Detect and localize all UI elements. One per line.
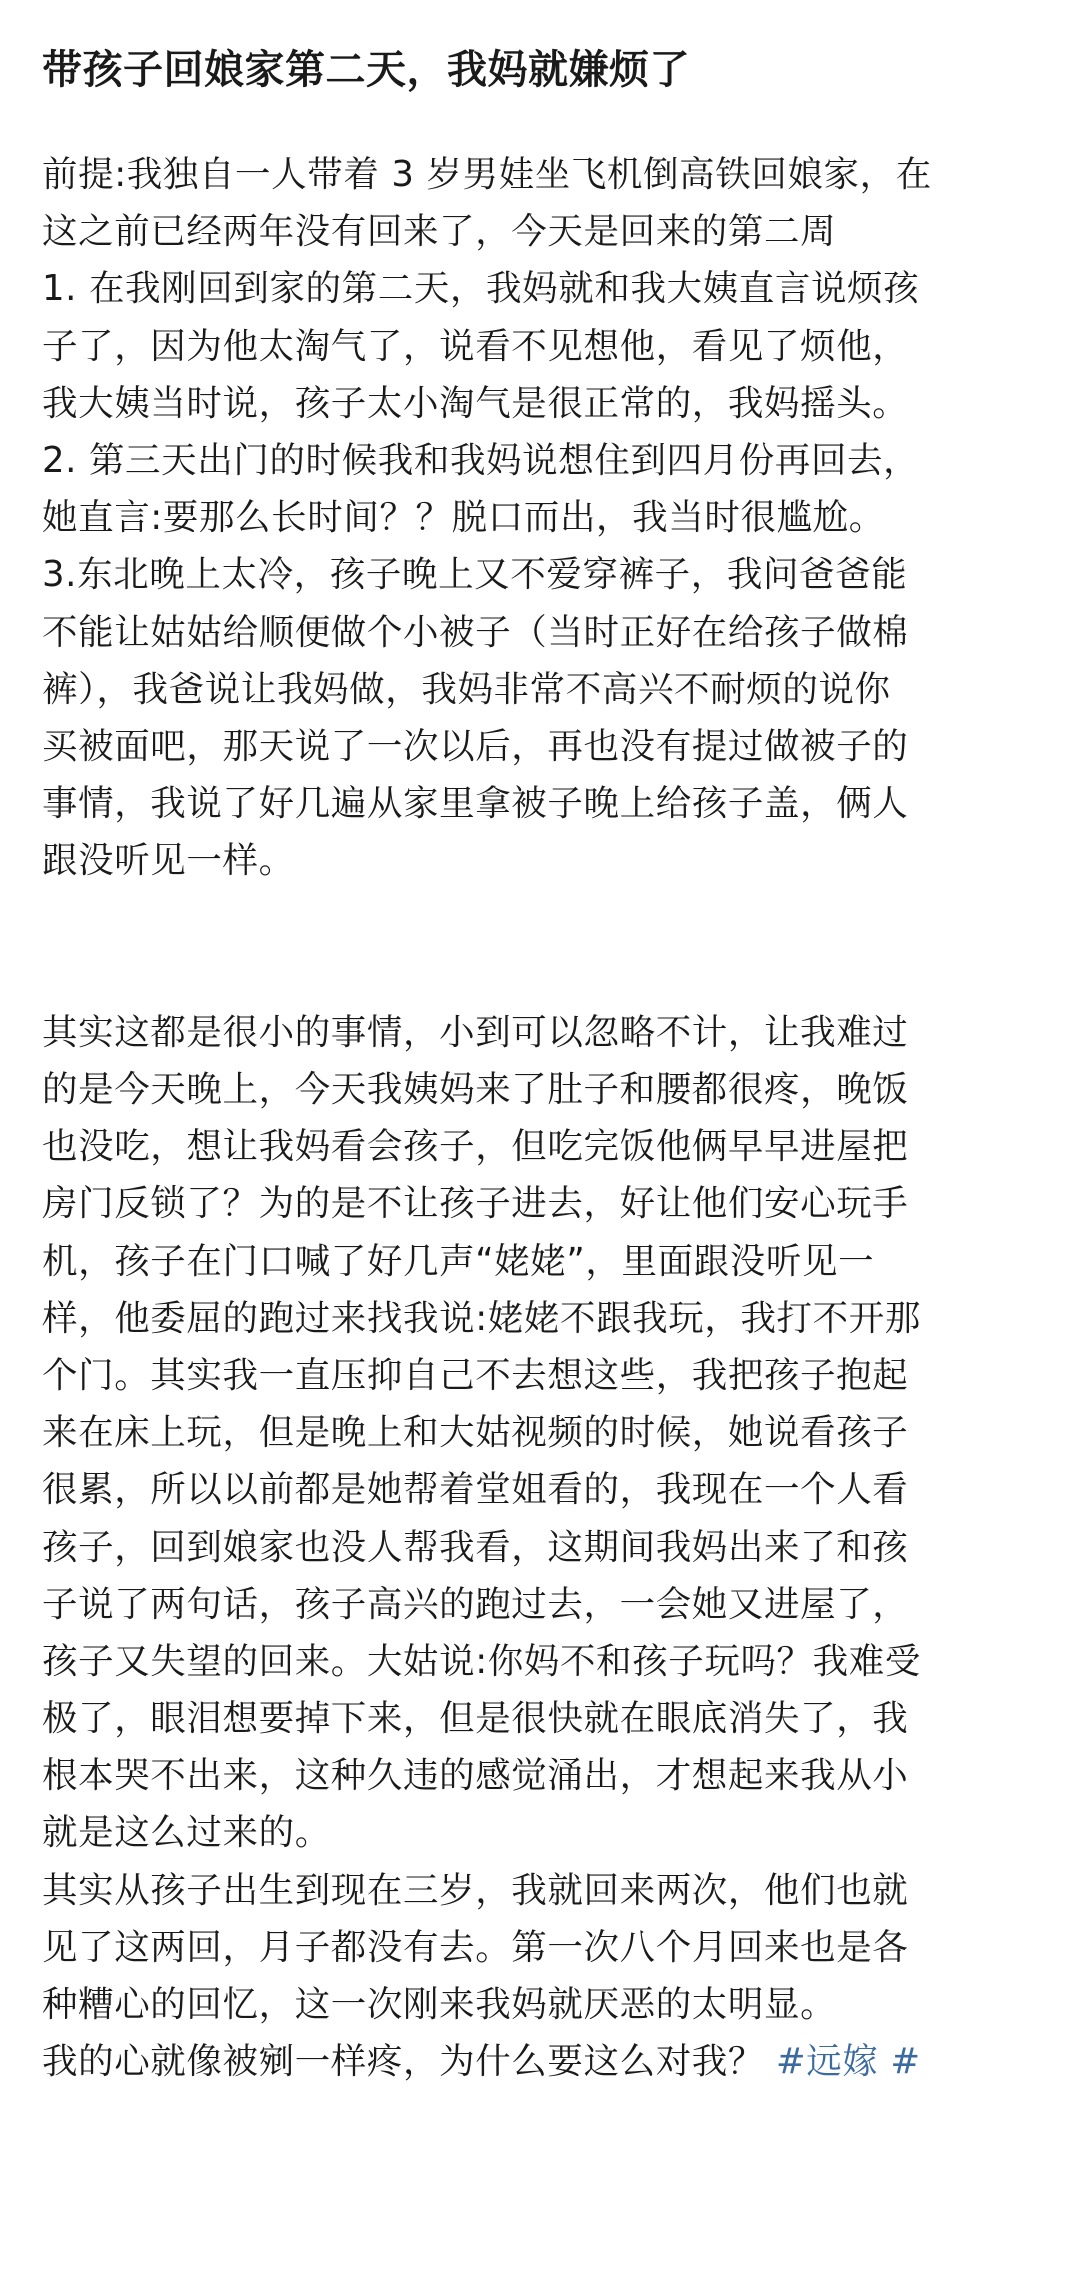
text-line: 子了，因为他太淘气了，说看不见想他，看见了烦他， <box>42 325 909 367</box>
text-line: 根本哭不出来，这种久违的感觉涌出，才想起来我从小 <box>42 1755 909 1797</box>
text-line: 前提:我独自一人带着 3 岁男娃坐飞机倒高铁回娘家，在 <box>42 154 932 195</box>
text-line: 1. 在我刚回到家的第二天，我妈就和我大姨直言说烦孩 <box>42 268 920 310</box>
hashtag-link[interactable]: #远嫁 <box>775 2041 879 2083</box>
text-line: 买被面吧，那天说了一次以后，再也没有提过做被子的 <box>42 725 909 767</box>
text-line: 来在床上玩，但是晚上和大姑视频的时候，她说看孩子 <box>42 1412 909 1454</box>
text-line: 见了这两回，月子都没有去。第一次八个月回来也是各 <box>42 1926 909 1968</box>
text-line: 裤），我爸说让我妈做，我妈非常不高兴不耐烦的说你 <box>42 668 891 710</box>
text-line: 事情，我说了好几遍从家里拿被子晚上给孩子盖，俩人 <box>42 783 909 825</box>
text-line: 个门。其实我一直压抑自己不去想这些，我把孩子抱起 <box>42 1354 909 1396</box>
text-line: 3.东北晚上太冷，孩子晚上又不爱穿裤子，我问爸爸能 <box>42 554 908 596</box>
text-line: 就是这么过来的。 <box>42 1812 331 1854</box>
text-line: 其实从孩子出生到现在三岁，我就回来两次，他们也就 <box>42 1869 909 1911</box>
text-line: 很累，所以以前都是她帮着堂姐看的，我现在一个人看 <box>42 1469 909 1511</box>
text-line: 种糟心的回忆，这一次刚来我妈就厌恶的太明显。 <box>42 1984 837 2026</box>
text-line: 子说了两句话，孩子高兴的跑过去，一会她又进屋了， <box>42 1583 909 1625</box>
text-line: 房门反锁了？为的是不让孩子进去，好让他们安心玩手 <box>42 1183 909 1225</box>
text-line: 极了，眼泪想要掉下来，但是很快就在眼底消失了，我 <box>42 1698 909 1740</box>
text-line: 其实这都是很小的事情，小到可以忽略不计，让我难过 <box>42 1011 909 1053</box>
text-line: 孩子，回到娘家也没人帮我看，这期间我妈出来了和孩 <box>42 1526 909 1568</box>
text-line: 我大姨当时说，孩子太小淘气是很正常的，我妈摇头。 <box>42 382 909 424</box>
text-line: 孩子又失望的回来。大姑说:你妈不和孩子玩吗？我难受 <box>42 1640 921 1682</box>
text-line: 她直言:要那么长时间？？脱口而出，我当时很尴尬。 <box>42 497 885 539</box>
text-line: 跟没听见一样。 <box>42 840 295 882</box>
paragraph-1 <box>42 146 1038 889</box>
text-line: 不能让姑姑给顺便做个小被子（当时正好在给孩子做棉 <box>42 611 909 653</box>
hashtag-link[interactable]: # <box>890 2041 921 2083</box>
text-line: 2. 第三天出门的时候我和我妈说想住到四月份再回去， <box>42 439 920 481</box>
text-line: 这之前已经两年没有回来了，今天是回来的第二周 <box>42 211 837 253</box>
post-title: 带孩子回娘家第二天，我妈就嫌烦了 <box>42 47 690 93</box>
post-body <box>42 146 1038 2090</box>
text-line: 样，他委屈的跑过来找我说:姥姥不跟我玩，我打不开那 <box>42 1297 921 1339</box>
last-line-text: 我的心就像被剜一样疼，为什么要这么对我？ <box>42 2041 765 2083</box>
paragraph-gap <box>42 889 1038 1003</box>
last-line <box>42 2033 1038 2090</box>
text-line: 机，孩子在门口喊了好几声“姥姥”，里面跟没听见一 <box>42 1240 875 1282</box>
text-line: 也没吃，想让我妈看会孩子，但吃完饭他俩早早进屋把 <box>42 1126 909 1168</box>
text-line: 的是今天晚上，今天我姨妈来了肚子和腰都很疼，晚饭 <box>42 1069 909 1111</box>
paragraph-2 <box>42 1004 1038 2091</box>
